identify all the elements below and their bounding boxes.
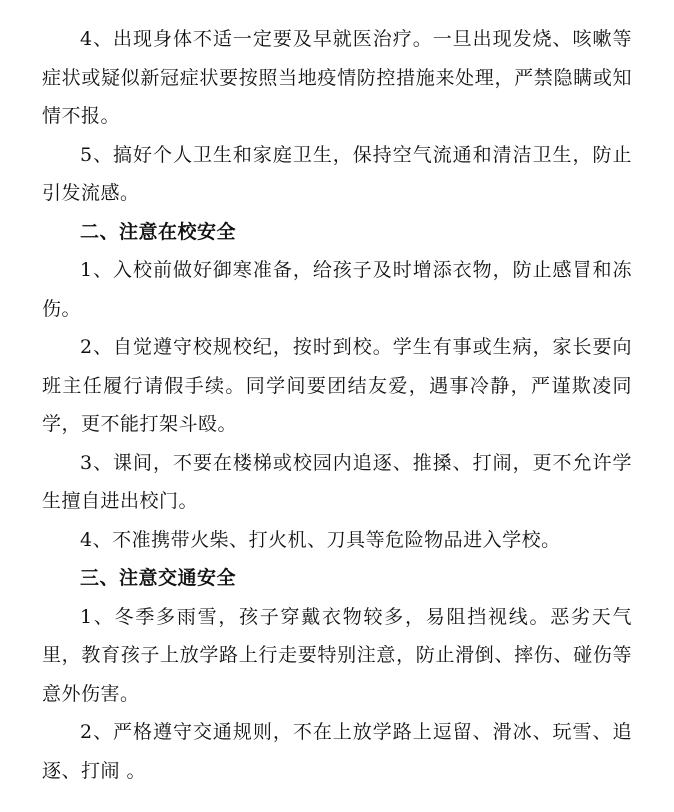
school-item-1: 1、入校前做好御寒准备，给孩子及时增添衣物，防止感冒和冻伤。	[42, 259, 632, 320]
health-item-4: 4、出现身体不适一定要及早就医治疗。一旦出现发烧、咳嗽等症状或疑似新冠症状要按照当地疫情防控措施来处理，严禁隐瞒或知情不报。	[42, 28, 632, 127]
traffic-item-2: 2、严格遵守交通规则，不在上放学路上逗留、滑冰、玩雪、追逐、打闹 。	[42, 721, 632, 782]
school-item-2: 2、自觉遵守校规校纪，按时到校。学生有事或生病，家长要向班主任履行请假手续。同学间要团结友爱，遇事冷静，严谨欺凌同学，更不能打架斗殴。	[42, 336, 632, 435]
school-item-3: 3、课间，不要在楼梯或校园内追逐、推搡、打闹，更不允许学生擅自进出校门。	[42, 451, 632, 512]
school-item-4: 4、不准携带火柴、打火机、刀具等危险物品进入学校。	[80, 528, 561, 551]
health-item-5: 5、搞好个人卫生和家庭卫生，保持空气流通和清洁卫生，防止引发流感。	[42, 143, 632, 204]
document-page	[42, 20, 632, 790]
section-heading-school-safety: 二、注意在校安全	[80, 220, 237, 243]
traffic-item-1: 1、冬季多雨雪，孩子穿戴衣物较多，易阻挡视线。恶劣天气里，教育孩子上放学路上行走要特别注意，防止滑倒、摔伤、碰伤等意外伤害。	[42, 605, 632, 705]
section-heading-traffic-safety: 三、注意交通安全	[80, 567, 237, 589]
